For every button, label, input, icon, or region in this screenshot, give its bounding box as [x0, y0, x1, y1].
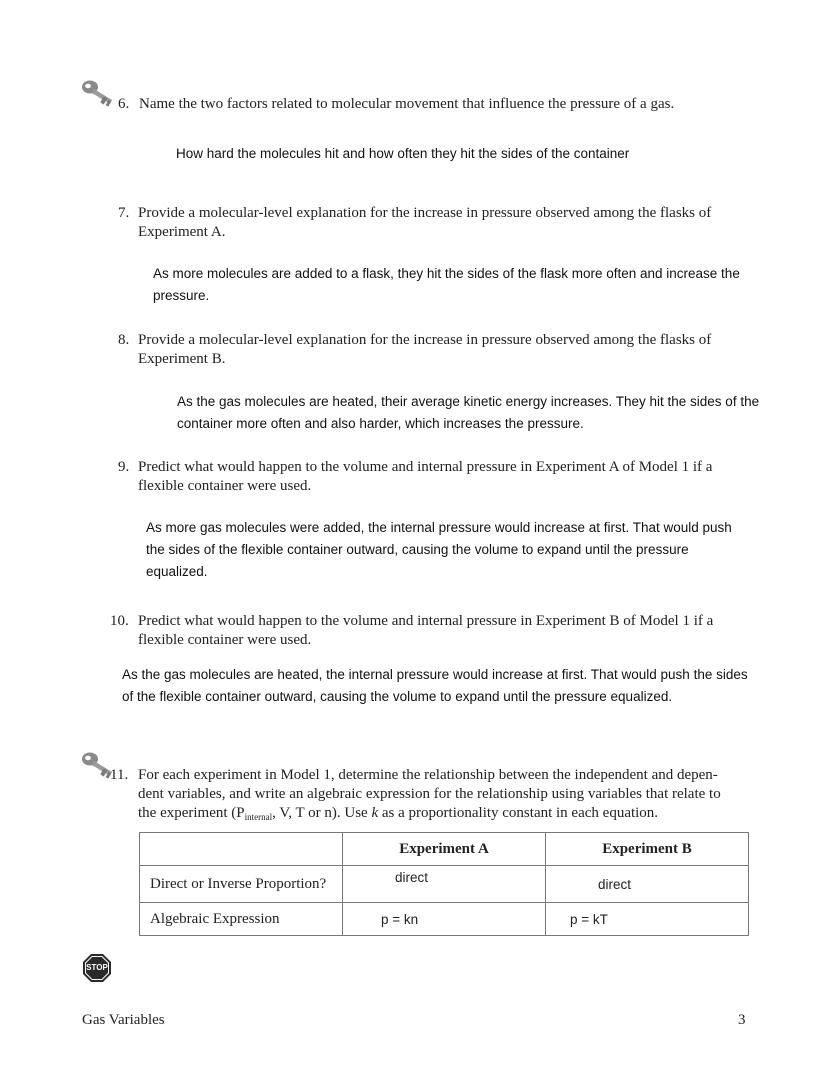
answer-7 [153, 263, 740, 307]
question-number: 11. [110, 767, 129, 783]
variable-k: k [371, 805, 379, 821]
answer-6 [176, 143, 629, 165]
question-number: 9. [118, 459, 130, 475]
table-header-experiment-b: Experiment B [546, 833, 749, 866]
question-9 [118, 458, 712, 496]
footer-title: Gas Variables [82, 1012, 165, 1028]
answer-table [139, 832, 749, 936]
question-number: 8. [118, 332, 130, 348]
question-8 [118, 331, 711, 369]
question-11 [110, 766, 721, 827]
answer-line3: equalized. [146, 564, 208, 579]
table-cell-empty [140, 833, 343, 866]
question-text-line2: Experiment A. [138, 224, 226, 240]
answer-line1: As the gas molecules are heated, the internal pressure would increase at first. That would push the sides [122, 667, 748, 682]
question-number: 10. [110, 613, 129, 629]
question-text-line2: flexible container were used. [138, 632, 312, 648]
table-cell-input[interactable]: direct [343, 866, 546, 903]
question-text-line1: Provide a molecular-level explanation for the increase in pressure observed among the flasks of [138, 332, 712, 348]
line3-part-a: the experiment (P [138, 805, 245, 821]
question-text: Name the two factors related to molecular movement that influence the pressure of a gas. [139, 96, 675, 112]
question-6 [118, 95, 674, 114]
table-row-label: Direct or Inverse Proportion? [140, 866, 343, 903]
subscript-internal: internal [244, 812, 273, 822]
question-text-line1: Predict what would happen to the volume and internal pressure in Experiment B of Model 1 if a [138, 613, 714, 629]
table-row [140, 866, 749, 903]
answer-line2: container more often and also harder, which increases the pressure. [177, 416, 584, 431]
question-number: 7. [118, 205, 130, 221]
question-text-line1: For each experiment in Model 1, determine the relationship between the independent and depen- [138, 767, 718, 783]
answer-line2: pressure. [153, 288, 210, 303]
stop-sign-icon [82, 953, 112, 988]
table-cell-input[interactable]: p = kn [343, 903, 546, 936]
answer-9 [146, 517, 732, 583]
table-cell-input[interactable]: p = kT [546, 903, 749, 936]
key-icon [80, 78, 116, 113]
answer-8 [177, 391, 759, 435]
answer-line2: the sides of the flexible container outward, causing the volume to expand until the pressure [146, 542, 689, 557]
answer-line1: As more molecules are added to a flask, they hit the sides of the flask more often and increase the [153, 266, 740, 281]
question-text-line1: Provide a molecular-level explanation for the increase in pressure observed among the flasks of [138, 205, 712, 221]
question-7 [118, 204, 711, 242]
question-text-line2: Experiment B. [138, 351, 226, 367]
answer-10 [122, 664, 748, 708]
question-number: 6. [118, 96, 130, 112]
table-row-label: Algebraic Expression [140, 903, 343, 936]
question-10 [110, 612, 713, 650]
answer-line2: of the flexible container outward, causing the volume to expand until the pressure equalized. [122, 689, 673, 704]
question-text-line2: dent variables, and write an algebraic expression for the relationship using variables that relate to [138, 786, 721, 802]
table-cell-input[interactable]: direct [546, 866, 749, 903]
line3-part-b: , V, T or n). Use [272, 805, 372, 821]
table-header-row [140, 833, 749, 866]
table-header-experiment-a: Experiment A [343, 833, 546, 866]
question-text-line2: flexible container were used. [138, 478, 312, 494]
page-number: 3 [738, 1012, 746, 1028]
question-text-line1: Predict what would happen to the volume and internal pressure in Experiment A of Model 1 if a [138, 459, 713, 475]
question-text-line3 [138, 804, 721, 827]
table-row [140, 903, 749, 936]
answer-text: How hard the molecules hit and how often they hit the sides of the container [176, 146, 630, 161]
answer-line1: As more gas molecules were added, the internal pressure would increase at first. That would push [146, 520, 732, 535]
answer-line1: As the gas molecules are heated, their average kinetic energy increases. They hit the sides of the [177, 394, 760, 409]
stop-sign-label: STOP [86, 963, 108, 972]
line3-part-c: as a proportionality constant in each equation. [378, 805, 659, 821]
